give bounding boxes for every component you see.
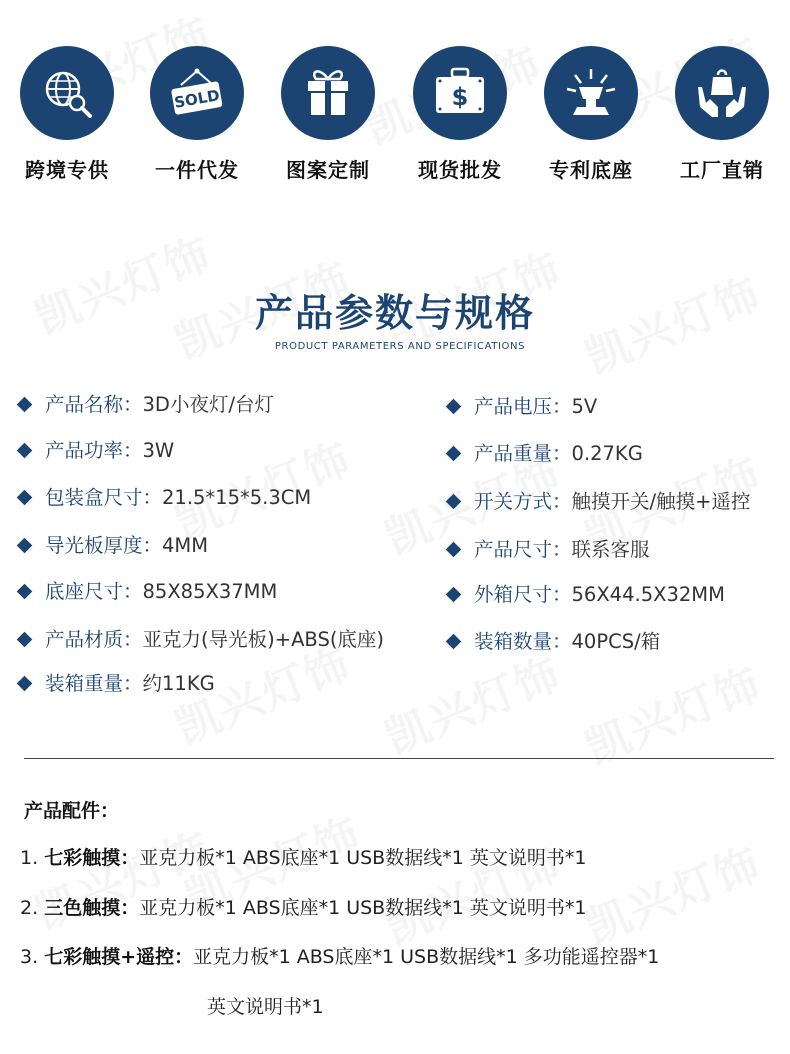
diamond-bullet-icon bbox=[446, 587, 462, 603]
spec-key: 装箱数量： bbox=[474, 630, 572, 653]
spec-key: 底座尺寸： bbox=[45, 580, 143, 603]
accessory-item bbox=[20, 843, 586, 870]
watermark bbox=[375, 638, 570, 766]
spec-key: 装箱重量： bbox=[45, 672, 143, 695]
spec-value: 56X44.5X32MM bbox=[571, 583, 725, 606]
feature-circle bbox=[20, 46, 114, 140]
spec-key: 产品尺寸： bbox=[474, 538, 572, 561]
spec-value: 21.5*15*5.3CM bbox=[162, 486, 312, 509]
spec-key: 产品材质： bbox=[45, 628, 143, 651]
spec-value: 4MM bbox=[162, 534, 209, 557]
diamond-bullet-icon bbox=[446, 542, 462, 558]
feature-cross-border bbox=[12, 46, 122, 183]
accessories-title: 产品配件： bbox=[24, 800, 120, 822]
spec-value: 5V bbox=[571, 395, 598, 418]
feature-circle bbox=[281, 46, 375, 140]
section-divider bbox=[24, 758, 774, 759]
feature-custom-pattern bbox=[273, 46, 383, 183]
svg-text:$: $ bbox=[451, 83, 469, 111]
watermark bbox=[575, 648, 770, 776]
diamond-bullet-icon bbox=[17, 490, 33, 506]
feature-dropship bbox=[142, 46, 252, 183]
globe-search-icon bbox=[37, 63, 97, 123]
accessory-number: 3. bbox=[20, 946, 39, 968]
spec-key: 产品电压： bbox=[474, 395, 572, 418]
spec-key: 导光板厚度： bbox=[45, 534, 163, 557]
spec-value: 40PCS/箱 bbox=[571, 630, 661, 653]
accessory-continuation: 英文说明书*1 bbox=[207, 996, 324, 1018]
diamond-bullet-icon bbox=[17, 443, 33, 459]
spec-key: 产品名称： bbox=[45, 393, 143, 416]
spec-value: 85X85X37MM bbox=[142, 580, 278, 603]
watermark bbox=[575, 828, 770, 956]
spec-value: 联系客服 bbox=[571, 538, 650, 561]
feature-circle bbox=[150, 46, 244, 140]
diamond-bullet-icon bbox=[17, 676, 33, 692]
spec-key: 产品功率： bbox=[45, 439, 143, 462]
diamond-bullet-icon bbox=[17, 584, 33, 600]
spec-value: 3W bbox=[142, 439, 175, 462]
accessory-content: 亚克力板*1 ABS底座*1 USB数据线*1 多功能遥控器*1 bbox=[193, 946, 660, 968]
spec-value: 0.27KG bbox=[571, 442, 643, 465]
sold-sign-icon bbox=[167, 63, 227, 123]
accessory-name: 七彩触摸+遥控： bbox=[44, 946, 194, 968]
diamond-bullet-icon bbox=[446, 494, 462, 510]
feature-label: 现货批发 bbox=[418, 158, 502, 182]
feature-row bbox=[0, 46, 790, 196]
spec-key: 包装盒尺寸： bbox=[45, 486, 163, 509]
dollar-bag-icon bbox=[430, 63, 490, 123]
spec-key: 产品重量： bbox=[474, 442, 572, 465]
diamond-bullet-icon bbox=[17, 632, 33, 648]
hands-bag-icon bbox=[692, 63, 752, 123]
diamond-bullet-icon bbox=[446, 399, 462, 415]
diamond-bullet-icon bbox=[446, 634, 462, 650]
feature-factory-direct bbox=[667, 46, 777, 183]
section-title: 产品参数与规格 bbox=[254, 291, 535, 335]
accessory-item bbox=[20, 942, 659, 969]
feature-circle bbox=[544, 46, 638, 140]
section-subtitle: PRODUCT PARAMETERS AND SPECIFICATIONS bbox=[274, 341, 526, 352]
feature-circle bbox=[675, 46, 769, 140]
accessory-name: 七彩触摸： bbox=[44, 847, 140, 869]
accessory-content: 亚克力板*1 ABS底座*1 USB数据线*1 英文说明书*1 bbox=[139, 897, 587, 919]
feature-patent-base bbox=[536, 46, 646, 183]
feature-label: 跨境专供 bbox=[25, 158, 109, 182]
diamond-bullet-icon bbox=[446, 446, 462, 462]
gift-box-icon bbox=[298, 63, 358, 123]
accessory-number: 2. bbox=[20, 897, 39, 919]
feature-wholesale bbox=[405, 46, 515, 183]
svg-text:SOLD: SOLD bbox=[172, 86, 222, 112]
accessory-content: 亚克力板*1 ABS底座*1 USB数据线*1 英文说明书*1 bbox=[139, 847, 587, 869]
accessory-number: 1. bbox=[20, 847, 39, 869]
accessory-item bbox=[20, 893, 586, 920]
spec-value: 触摸开关/触摸+遥控 bbox=[571, 490, 751, 513]
accessory-name: 三色触摸： bbox=[44, 897, 140, 919]
feature-label: 工厂直销 bbox=[680, 158, 764, 182]
spec-value: 3D小夜灯/台灯 bbox=[142, 393, 275, 416]
spec-value: 约11KG bbox=[142, 672, 215, 695]
feature-circle bbox=[413, 46, 507, 140]
watermark bbox=[25, 813, 220, 941]
spec-value: 亚克力(导光板)+ABS(底座) bbox=[142, 628, 385, 651]
feature-label: 图案定制 bbox=[286, 158, 370, 182]
diamond-bullet-icon bbox=[17, 397, 33, 413]
spec-key: 外箱尺寸： bbox=[474, 583, 572, 606]
lamp-base-icon bbox=[561, 63, 621, 123]
diamond-bullet-icon bbox=[17, 538, 33, 554]
feature-label: 专利底座 bbox=[549, 158, 633, 182]
spec-key: 开关方式： bbox=[474, 490, 572, 513]
feature-label: 一件代发 bbox=[155, 158, 239, 182]
